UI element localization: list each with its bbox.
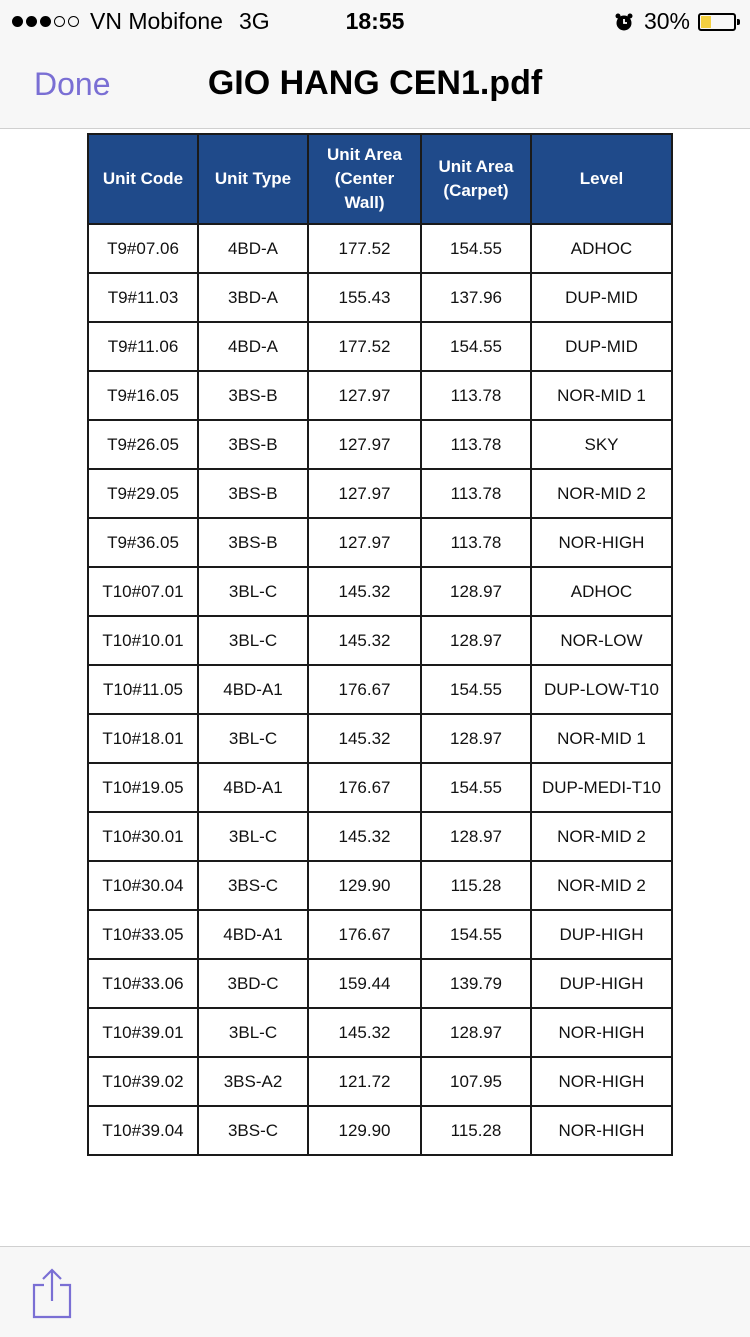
cell-unit-type: 4BD-A1 (198, 665, 308, 714)
signal-dot-filled (40, 16, 51, 27)
cell-unit-area-center-wall: 159.44 (308, 959, 421, 1008)
battery-tip (737, 19, 740, 25)
cell-unit-type: 3BL-C (198, 1008, 308, 1057)
bottom-toolbar (0, 1246, 750, 1337)
cell-level: NOR-HIGH (531, 1008, 672, 1057)
cell-unit-code: T10#39.01 (88, 1008, 198, 1057)
table-row (88, 224, 672, 273)
table-row (88, 763, 672, 812)
cell-unit-area-carpet: 113.78 (421, 420, 531, 469)
cell-level: NOR-LOW (531, 616, 672, 665)
cell-unit-type: 3BD-C (198, 959, 308, 1008)
cell-unit-area-center-wall: 127.97 (308, 469, 421, 518)
cell-unit-area-carpet: 137.96 (421, 273, 531, 322)
cell-unit-area-carpet: 113.78 (421, 469, 531, 518)
cell-unit-code: T10#39.02 (88, 1057, 198, 1106)
cell-level: ADHOC (531, 567, 672, 616)
cell-unit-type: 3BL-C (198, 714, 308, 763)
table-row (88, 420, 672, 469)
table-row (88, 1106, 672, 1155)
cell-unit-type: 4BD-A1 (198, 763, 308, 812)
header-unit-area-carpet (421, 134, 531, 224)
cell-unit-type: 4BD-A1 (198, 910, 308, 959)
cell-unit-area-center-wall: 129.90 (308, 861, 421, 910)
cell-level: DUP-MEDI-T10 (531, 763, 672, 812)
cell-unit-code: T10#07.01 (88, 567, 198, 616)
header-unit-area-center-wall (308, 134, 421, 224)
share-icon (30, 1267, 74, 1319)
status-right (614, 8, 736, 35)
cell-unit-type: 3BS-C (198, 861, 308, 910)
cell-unit-area-center-wall: 177.52 (308, 322, 421, 371)
header-level (531, 134, 672, 224)
cell-unit-area-carpet: 107.95 (421, 1057, 531, 1106)
cell-level: NOR-HIGH (531, 1106, 672, 1155)
cell-unit-area-carpet: 128.97 (421, 812, 531, 861)
cell-unit-area-carpet: 128.97 (421, 567, 531, 616)
cell-level: NOR-MID 2 (531, 812, 672, 861)
header-line: Wall) (344, 193, 385, 212)
table-row (88, 322, 672, 371)
table-row (88, 567, 672, 616)
cell-unit-code: T9#11.06 (88, 322, 198, 371)
network-type: 3G (238, 8, 270, 34)
cell-unit-code: T10#10.01 (88, 616, 198, 665)
cell-unit-code: T10#33.05 (88, 910, 198, 959)
cell-level: ADHOC (531, 224, 672, 273)
cell-unit-type: 3BL-C (198, 616, 308, 665)
cell-unit-code: T9#36.05 (88, 518, 198, 567)
cell-unit-type: 3BS-C (198, 1106, 308, 1155)
cell-unit-area-carpet: 115.28 (421, 1106, 531, 1155)
cell-unit-area-center-wall: 176.67 (308, 763, 421, 812)
cell-unit-area-carpet: 154.55 (421, 763, 531, 812)
cell-unit-type: 4BD-A (198, 322, 308, 371)
cell-level: DUP-MID (531, 322, 672, 371)
cell-unit-type: 3BS-B (198, 371, 308, 420)
cell-unit-type: 3BS-B (198, 518, 308, 567)
alarm-clock-icon (614, 12, 634, 32)
cell-unit-area-center-wall: 145.32 (308, 567, 421, 616)
cell-unit-code: T10#11.05 (88, 665, 198, 714)
cell-unit-code: T10#18.01 (88, 714, 198, 763)
cell-unit-code: T10#33.06 (88, 959, 198, 1008)
cell-unit-area-center-wall: 145.32 (308, 1008, 421, 1057)
cell-unit-area-center-wall: 127.97 (308, 371, 421, 420)
cell-level: DUP-LOW-T10 (531, 665, 672, 714)
cell-unit-area-carpet: 154.55 (421, 910, 531, 959)
header-line: Unit Type (214, 169, 292, 188)
cell-unit-area-carpet: 154.55 (421, 322, 531, 371)
cell-level: NOR-HIGH (531, 1057, 672, 1106)
signal-dot-empty (68, 16, 79, 27)
cell-unit-area-carpet: 128.97 (421, 1008, 531, 1057)
cell-unit-code: T9#26.05 (88, 420, 198, 469)
table-row (88, 665, 672, 714)
table-row (88, 1008, 672, 1057)
signal-strength-icon (12, 16, 82, 27)
battery-fill (701, 16, 711, 28)
cell-unit-area-center-wall: 145.32 (308, 616, 421, 665)
units-table (87, 133, 673, 1156)
status-left (12, 8, 270, 35)
cell-level: DUP-HIGH (531, 910, 672, 959)
status-bar (0, 0, 750, 40)
header-line: Level (579, 169, 624, 188)
cell-unit-code: T9#29.05 (88, 469, 198, 518)
cell-unit-area-center-wall: 127.97 (308, 420, 421, 469)
table-row (88, 714, 672, 763)
cell-unit-type: 3BS-B (198, 420, 308, 469)
table-row (88, 861, 672, 910)
cell-unit-type: 4BD-A (198, 224, 308, 273)
cell-unit-area-center-wall: 127.97 (308, 518, 421, 567)
cell-unit-code: T10#19.05 (88, 763, 198, 812)
cell-unit-area-carpet: 128.97 (421, 616, 531, 665)
table-row (88, 469, 672, 518)
cell-level: NOR-MID 1 (531, 371, 672, 420)
cell-unit-type: 3BS-B (198, 469, 308, 518)
cell-level: SKY (531, 420, 672, 469)
cell-unit-type: 3BL-C (198, 812, 308, 861)
cell-unit-code: T9#16.05 (88, 371, 198, 420)
cell-unit-area-center-wall: 145.32 (308, 714, 421, 763)
cell-level: NOR-MID 2 (531, 469, 672, 518)
cell-unit-area-center-wall: 177.52 (308, 224, 421, 273)
cell-unit-area-center-wall: 176.67 (308, 665, 421, 714)
cell-unit-code: T9#07.06 (88, 224, 198, 273)
table-row (88, 371, 672, 420)
table-row (88, 518, 672, 567)
cell-unit-code: T10#39.04 (88, 1106, 198, 1155)
header-line: Unit Code (102, 169, 184, 188)
cell-unit-area-carpet: 154.55 (421, 665, 531, 714)
table-header-row (88, 134, 672, 224)
header-unit-code (88, 134, 198, 224)
header-unit-type (198, 134, 308, 224)
table-row (88, 1057, 672, 1106)
carrier-name: VN Mobifone (90, 8, 223, 34)
cell-level: DUP-HIGH (531, 959, 672, 1008)
cell-unit-code: T10#30.04 (88, 861, 198, 910)
table-row (88, 959, 672, 1008)
cell-unit-type: 3BD-A (198, 273, 308, 322)
header-line: (Center (334, 169, 395, 188)
signal-dot-filled (12, 16, 23, 27)
cell-unit-area-carpet: 139.79 (421, 959, 531, 1008)
status-time: 18:55 (345, 8, 405, 34)
cell-unit-type: 3BS-A2 (198, 1057, 308, 1106)
cell-unit-code: T10#30.01 (88, 812, 198, 861)
cell-level: NOR-MID 2 (531, 861, 672, 910)
done-button[interactable]: Done (34, 66, 111, 102)
cell-unit-area-carpet: 113.78 (421, 371, 531, 420)
cell-unit-area-center-wall: 176.67 (308, 910, 421, 959)
cell-unit-code: T9#11.03 (88, 273, 198, 322)
battery-percent: 30% (643, 8, 690, 34)
cell-unit-area-center-wall: 155.43 (308, 273, 421, 322)
nav-bar (0, 40, 750, 129)
document-title: GIO HANG CEN1.pdf (207, 64, 543, 102)
cell-unit-area-carpet: 154.55 (421, 224, 531, 273)
cell-unit-area-center-wall: 121.72 (308, 1057, 421, 1106)
header-line: Unit Area (438, 157, 514, 176)
share-button[interactable] (30, 1267, 74, 1319)
header-line: (Carpet) (443, 181, 509, 200)
cell-unit-area-carpet: 115.28 (421, 861, 531, 910)
cell-unit-area-carpet: 128.97 (421, 714, 531, 763)
table-body (88, 224, 672, 1155)
table-row (88, 812, 672, 861)
cell-unit-area-carpet: 113.78 (421, 518, 531, 567)
header-line: Unit Area (327, 145, 402, 164)
cell-unit-area-center-wall: 129.90 (308, 1106, 421, 1155)
table-row (88, 616, 672, 665)
cell-level: NOR-HIGH (531, 518, 672, 567)
table-row (88, 273, 672, 322)
signal-dot-empty (54, 16, 65, 27)
cell-unit-area-center-wall: 145.32 (308, 812, 421, 861)
cell-level: NOR-MID 1 (531, 714, 672, 763)
signal-dot-filled (26, 16, 37, 27)
cell-unit-type: 3BL-C (198, 567, 308, 616)
pdf-viewer-content[interactable] (0, 129, 750, 1246)
battery-icon (698, 13, 736, 31)
cell-level: DUP-MID (531, 273, 672, 322)
table-row (88, 910, 672, 959)
